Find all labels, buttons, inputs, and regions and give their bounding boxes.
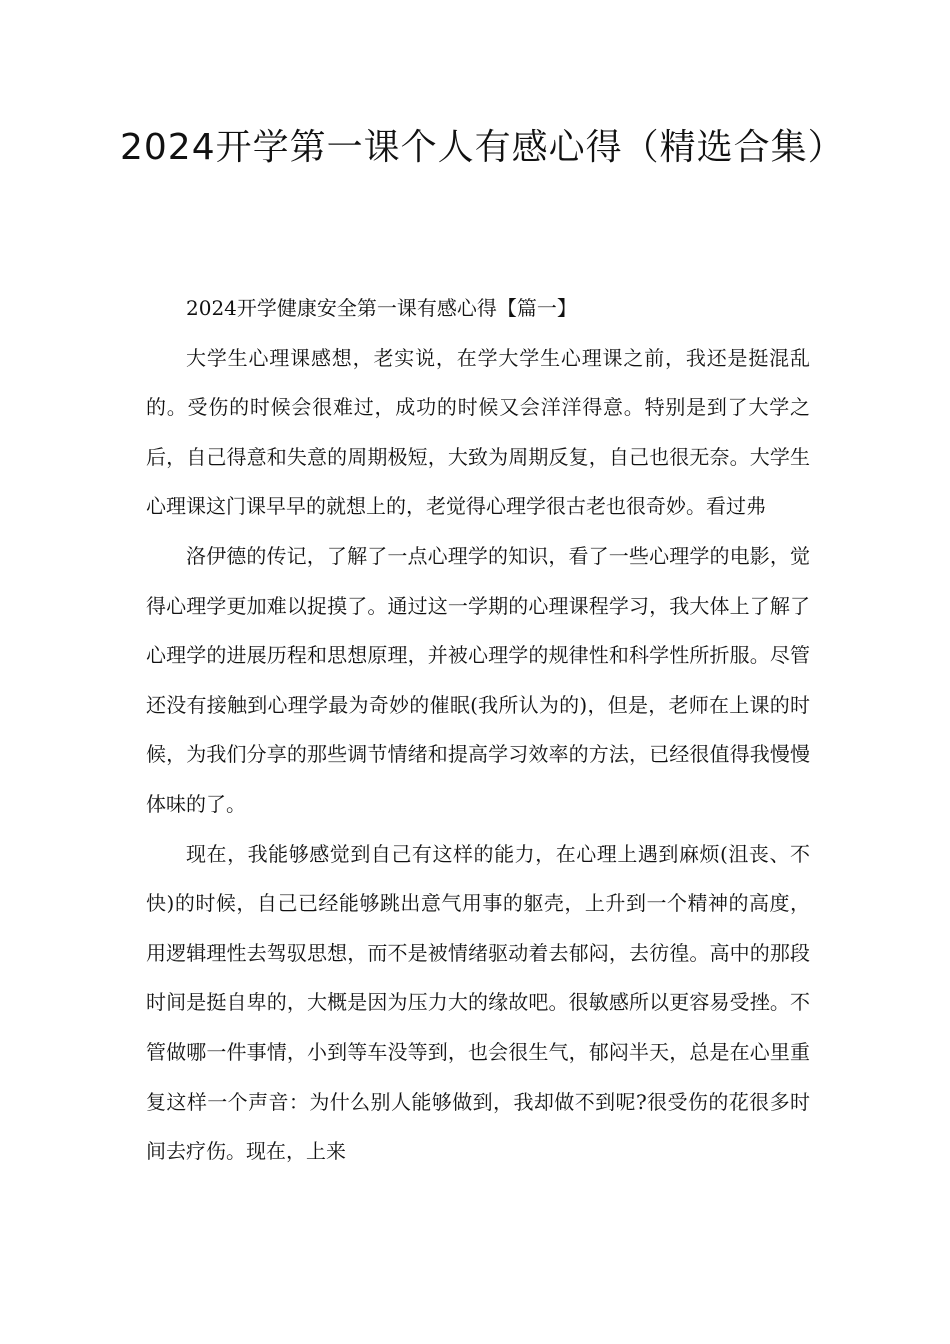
paragraph-3: 现在，我能够感觉到自己有这样的能力，在心理上遇到麻烦(沮丧、不快)的时候，自己已经能够跳出意气用事的躯壳，上升到一个精神的高度，用逻辑理性去驾驭思想，而不是被情绪驱动着去郁闷，去彷徨。高中的那段时间是挺自卑的，大概是因为压力大的缘故吧。很敏感所以更容易受挫。不管做哪一件事情，小到等车没等到，也会很生气，郁闷半天，总是在心里重复这样一个声音：为什么别人能够做到，我却做不到呢?很受伤的花很多时间去疗伤。现在，上来: [146, 841, 810, 1164]
document-body: [146, 284, 810, 1177]
paragraph-2: 洛伊德的传记，了解了一点心理学的知识，看了一些心理学的电影，觉得心理学更加难以捉摸了。通过这一学期的心理课程学习，我大体上了解了心理学的进展历程和思想原理，并被心理学的规律性和科学性所折服。尽管还没有接触到心理学最为奇妙的催眠(我所认为的)，但是，老师在上课的时候，为我们分享的那些调节情绪和提高学习效率的方法，已经很值得我慢慢体味的了。: [146, 543, 810, 816]
document-title: 2024开学第一课个人有感心得（精选合集）: [120, 127, 845, 168]
section-heading: 2024开学健康安全第一课有感心得【篇一】: [186, 296, 577, 320]
paragraph-1: 大学生心理课感想，老实说，在学大学生心理课之前，我还是挺混乱的。受伤的时候会很难过，成功的时候又会洋洋得意。特别是到了大学之后，自己得意和失意的周期极短，大致为周期反复，自己也很无奈。大学生心理课这门课早早的就想上的，老觉得心理学很古老也很奇妙。看过弗: [146, 345, 810, 519]
